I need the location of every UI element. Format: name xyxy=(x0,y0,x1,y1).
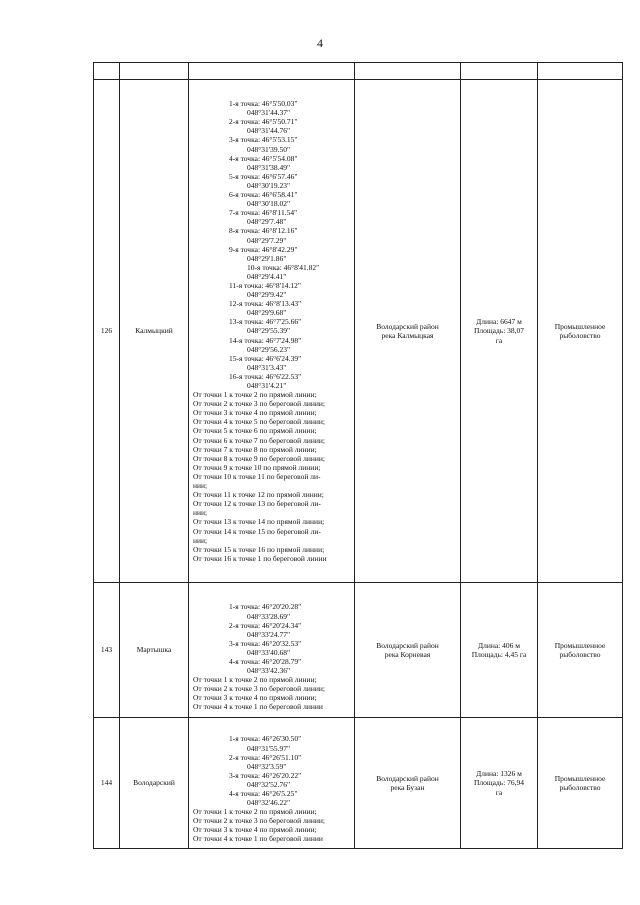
coordinate-line: 048°31'39.50" xyxy=(247,144,291,154)
coordinate-line: 11-я точка: 46°8'14.12" xyxy=(229,280,301,290)
route-description-line: нии; xyxy=(193,508,208,518)
coordinate-line: 4-я точка: 46°20'28.79" xyxy=(229,657,302,666)
route-description-line: От точки 1 к точке 2 по прямой линии; xyxy=(193,807,317,817)
coordinate-line: 048°31'3.43" xyxy=(247,362,287,372)
coordinate-line: 6-я точка: 46°6'58.41" xyxy=(229,190,298,200)
coordinate-line: 4-я точка: 46°26'5.25" xyxy=(229,789,298,798)
location-district: Володарский район xyxy=(376,640,439,650)
route-description-line: От точки 9 к точке 10 по прямой линии; xyxy=(193,462,321,472)
header-cell xyxy=(461,63,538,80)
size-cell xyxy=(461,80,538,583)
coordinate-line: 048°31'38.49" xyxy=(247,162,291,172)
header-cell xyxy=(120,63,189,80)
coordinate-line: 048°31'55.97" xyxy=(247,743,291,753)
route-description-line: нии; xyxy=(193,481,208,491)
coordinate-line: 10-я точка: 46°8'41.82" xyxy=(247,262,320,272)
location-cell xyxy=(355,583,461,718)
fishing-sites-table xyxy=(93,62,623,849)
coordinate-line: 048°29'9.42" xyxy=(247,290,287,300)
route-description-line: От точки 4 к точке 5 по береговой линии; xyxy=(193,417,325,427)
coordinate-line: 048°32'3.59" xyxy=(247,761,287,771)
size-cell xyxy=(461,718,538,849)
location-river: река Корневая xyxy=(384,650,431,659)
route-description-line: От точки 3 к точке 4 по прямой линии; xyxy=(193,408,317,418)
size-area: Площадь: 4,45 га xyxy=(471,650,527,659)
usage-cell xyxy=(538,718,623,849)
site-name: Калмыцкий xyxy=(120,80,189,583)
size-cell xyxy=(461,583,538,718)
usage-line-1: Промышленное xyxy=(554,640,606,650)
coordinate-line: 048°32'52.76" xyxy=(247,779,291,789)
usage-line-2: рыболовство xyxy=(559,783,601,792)
size-area: Площадь: 38,07 xyxy=(473,326,525,336)
route-description-line: От точки 2 к точке 3 по береговой линии; xyxy=(193,684,325,694)
coordinate-line: 3-я точка: 46°20'32.53" xyxy=(229,638,302,648)
coordinate-line: 2-я точка: 46°26'51.10" xyxy=(229,752,302,762)
size-length: Длина: 1326 м xyxy=(476,769,522,779)
header-cell xyxy=(94,63,120,80)
header-cell xyxy=(189,63,355,80)
site-name: Мартышка xyxy=(120,583,189,718)
coordinate-line: 1-я точка: 46°26'30.50" xyxy=(229,734,302,744)
route-description-line: От точки 5 к точке 6 по прямой линии; xyxy=(193,426,317,436)
route-description-line: От точки 8 к точке 9 по береговой линии; xyxy=(193,453,325,463)
usage-cell xyxy=(538,583,623,718)
route-description-line: нии; xyxy=(193,535,208,545)
coordinate-line: 048°30'19.23" xyxy=(247,180,291,190)
coordinate-line: 1-я точка: 46°20'20.28" xyxy=(229,602,302,612)
coordinate-line: 2-я точка: 46°5'50.71" xyxy=(229,117,298,127)
coordinates-cell xyxy=(189,583,355,718)
coordinate-line: 15-я точка: 46°6'24.39" xyxy=(229,353,302,363)
route-description-line: От точки 3 к точке 4 по прямой линии; xyxy=(193,825,317,835)
coordinate-line: 048°33'42.36" xyxy=(247,666,291,676)
header-cell xyxy=(355,63,461,80)
site-number: 126 xyxy=(94,80,120,583)
coordinate-line: 048°29'7.48" xyxy=(247,217,287,227)
coordinate-line: 9-я точка: 46°8'42.29" xyxy=(229,244,298,254)
route-description-line: От точки 2 к точке 3 по береговой линии; xyxy=(193,816,325,826)
usage-line-1: Промышленное xyxy=(554,321,606,331)
coordinate-line: 14-я точка: 46°7'24.98" xyxy=(229,335,302,345)
route-description-line: От точки 11 к точке 12 по прямой линии; xyxy=(193,490,324,500)
coordinate-line: 048°29'56.23" xyxy=(247,344,291,354)
coordinate-line: 048°30'18.02" xyxy=(247,199,291,209)
route-description-line: От точки 4 к точке 1 по береговой линии xyxy=(193,702,323,712)
coordinate-line: 048°29'7.29" xyxy=(247,235,287,245)
size-area: Площадь: 76,94 xyxy=(473,778,525,788)
coordinate-line: 048°31'44.37" xyxy=(247,108,291,118)
route-description-line: От точки 15 к точке 16 по прямой линии; xyxy=(193,544,325,554)
size-length: Длина: 406 м xyxy=(477,640,521,650)
usage-line-2: рыболовство xyxy=(559,650,601,659)
site-number: 143 xyxy=(94,583,120,718)
coordinate-line: 5-я точка: 46°6'57.46" xyxy=(229,171,298,181)
size-area-unit: га xyxy=(495,335,503,345)
coordinate-line: 048°29'55.39" xyxy=(247,326,291,336)
table-header-row xyxy=(94,63,623,80)
coordinate-line: 048°29'9.68" xyxy=(247,308,287,318)
site-name: Володарский xyxy=(120,718,189,849)
coordinate-line: 3-я точка: 46°26'20.22" xyxy=(229,770,302,780)
coordinate-line: 048°33'24.77" xyxy=(247,629,291,639)
header-cell xyxy=(538,63,623,80)
coordinate-line: 7-я точка: 46°8'11.54" xyxy=(229,208,298,218)
coordinate-line: 16-я точка: 46°6'22.53" xyxy=(229,371,302,381)
location-district: Володарский район xyxy=(376,773,439,783)
location-river: река Бузан xyxy=(390,783,425,792)
table-row xyxy=(94,718,623,849)
coordinate-line: 048°31'44.76" xyxy=(247,126,291,136)
route-description-line: От точки 12 к точке 13 по береговой ли- xyxy=(193,499,321,509)
route-description-line: От точки 7 к точке 8 по прямой линии; xyxy=(193,444,317,454)
site-number: 144 xyxy=(94,718,120,849)
route-description-line: От точки 1 к точке 2 по прямой линии; xyxy=(193,390,317,400)
coordinates-cell xyxy=(189,718,355,849)
coordinate-line: 3-я точка: 46°5'53.15" xyxy=(229,135,298,145)
coordinate-line: 048°31'4.21" xyxy=(247,381,287,391)
route-description-line: От точки 1 к точке 2 по прямой линии; xyxy=(193,675,317,685)
route-description-line: От точки 3 к точке 4 по прямой линии; xyxy=(193,693,317,703)
coordinate-line: 048°33'28.69" xyxy=(247,611,291,621)
route-description-line: От точки 13 к точке 14 по прямой линии; xyxy=(193,517,325,527)
coordinate-line: 048°29'4.41" xyxy=(247,271,287,281)
coordinate-line: 12-я точка: 46°8'13.43" xyxy=(229,299,302,309)
route-description-line: От точки 16 к точке 1 по береговой линии xyxy=(193,553,327,563)
route-description-line: От точки 10 к точке 11 по береговой ли- xyxy=(193,471,321,481)
coordinate-line: 8-я точка: 46°8'12.16" xyxy=(229,226,298,236)
coordinate-line: 1-я точка: 46°5'50.03" xyxy=(229,99,298,109)
table-row xyxy=(94,80,623,583)
coordinates-cell xyxy=(189,80,355,583)
location-district: Володарский район xyxy=(376,321,439,331)
size-area-unit: га xyxy=(495,787,503,797)
coordinate-line: 048°29'1.86" xyxy=(247,253,287,263)
coordinate-line: 048°33'40.68" xyxy=(247,647,291,657)
usage-line-1: Промышленное xyxy=(554,773,606,783)
coordinate-line: 13-я точка: 46°7'25.66" xyxy=(229,317,302,327)
location-river: река Калмыцкая xyxy=(381,331,434,340)
coordinate-line: 2-я точка: 46°20'24.34" xyxy=(229,620,302,630)
location-cell xyxy=(355,718,461,849)
usage-cell xyxy=(538,80,623,583)
coordinate-line: 048°32'46.22" xyxy=(247,798,291,808)
location-cell xyxy=(355,80,461,583)
page-number: 4 xyxy=(317,36,323,50)
route-description-line: От точки 4 к точке 1 по береговой линии xyxy=(193,834,323,844)
route-description-line: От точки 6 к точке 7 по береговой линии; xyxy=(193,435,325,445)
usage-line-2: рыболовство xyxy=(559,331,601,340)
route-description-line: От точки 14 к точке 15 по береговой ли- xyxy=(193,526,321,536)
table-row xyxy=(94,583,623,718)
coordinate-line: 4-я точка: 46°5'54.08" xyxy=(229,153,298,163)
size-length: Длина: 6647 м xyxy=(476,317,522,327)
route-description-line: От точки 2 к точке 3 по береговой линии; xyxy=(193,399,325,409)
